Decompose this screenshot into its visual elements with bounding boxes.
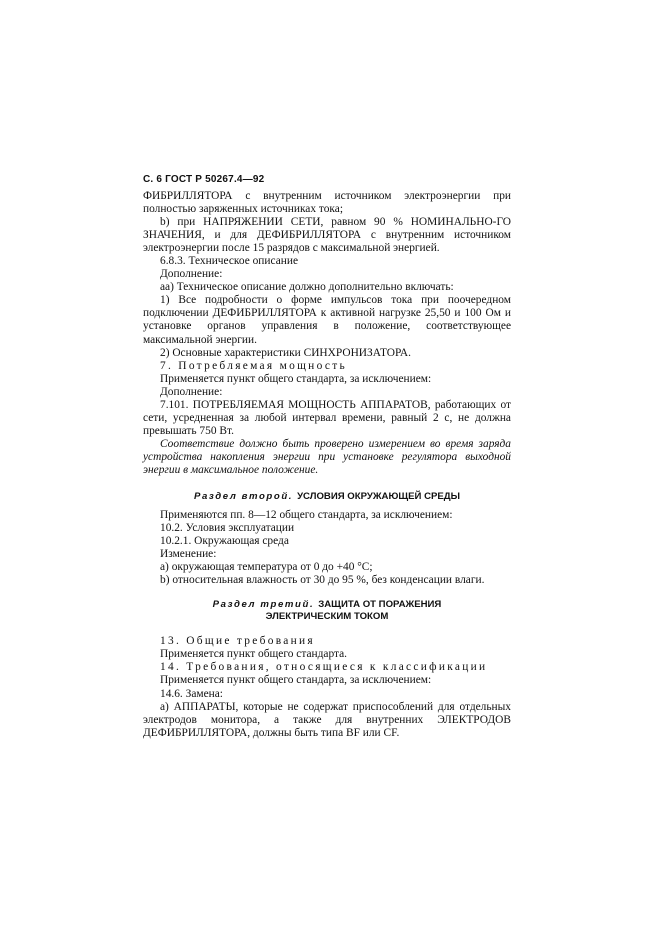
paragraph: Применяется пункт общего стандарта, за исключением: (160, 674, 432, 687)
compliance-note: Соответствие должно быть проверено измерением во время заряда устройства накопления энергии при установке регулятора выходной энергии в максимальное положение. (143, 437, 511, 476)
paragraph: Дополнение: (160, 268, 223, 281)
paragraph: 2) Основные характеристики СИНХРОНИЗАТОРА. (160, 346, 411, 359)
paragraph: Применяются пп. 8—12 общего стандарта, за исключением: (160, 509, 453, 522)
clause-heading: 14. Требования, относящиеся к классификации (160, 661, 488, 674)
section-heading (143, 491, 511, 503)
paragraph: Применяется пункт общего стандарта, за исключением: (160, 372, 432, 385)
paragraph: Изменение: (160, 548, 217, 561)
paragraph: 1) Все подробности о форме импульсов тока при поочередном подключении ДЕФИБРИЛЛЯТОРА к активной нагрузке 25,50 и 100 Ом и установке органов управления в положение, соответствующее максимальной энергии. (143, 294, 511, 346)
clause-heading: 13. Общие требования (160, 635, 315, 648)
section-title: УСЛОВИЯ ОКРУЖАЮЩЕЙ СРЕДЫ (297, 491, 461, 503)
clause-heading: 14.6. Замена: (160, 687, 223, 700)
clause-heading: 10.2. Условия эксплуатации (160, 522, 295, 535)
page-header: С. 6 ГОСТ Р 50267.4—92 (143, 174, 265, 185)
paragraph: 7.101. ПОТРЕБЛЯЕМАЯ МОЩНОСТЬ АППАРАТОВ, работающих от сети, усредненная за любой интервал времени, равный 2 с, не должна превышать 750 Вт. (143, 398, 511, 437)
section-word: Раздел второй. (193, 491, 294, 503)
paragraph: b) относительная влажность от 30 до 95 %, без конденсации влаги. (160, 574, 485, 587)
paragraph: аа) Техническое описание должно дополнительно включать: (160, 281, 454, 294)
paragraph: а) АППАРАТЫ, которые не содержат приспособлений для отдельных электродов монитора, а также для внутренних ЭЛЕКТРОДОВ ДЕФИБРИЛЛЯТОРА, должны быть типа BF или CF. (143, 700, 511, 739)
clause-heading: 6.8.3. Техническое описание (160, 255, 298, 268)
section-heading (143, 599, 511, 611)
clause-heading: 10.2.1. Окружающая среда (160, 535, 289, 548)
paragraph: b) при НАПРЯЖЕНИИ СЕТИ, равном 90 % НОМИНАЛЬНО-ГО ЗНАЧЕНИЯ, и для ДЕФИБРИЛЛЯТОРА с внутренним источником электроэнергии после 15 разрядов с максимальной энергией. (143, 216, 511, 255)
paragraph: а) окружающая температура от 0 до +40 °С; (160, 561, 373, 574)
paragraph: ФИБРИЛЛЯТОРА с внутренним источником электроэнергии при полностью заряженных источниках тока; (143, 190, 511, 216)
document-body (143, 190, 511, 740)
section-heading-line2: ЭЛЕКТРИЧЕСКИМ ТОКОМ (265, 611, 389, 623)
section-word: Раздел третий. (212, 599, 315, 611)
paragraph: Применяется пункт общего стандарта. (160, 648, 348, 661)
clause-heading: 7. Потребляемая мощность (160, 359, 347, 372)
section-title: ЗАЩИТА ОТ ПОРАЖЕНИЯ (318, 599, 442, 611)
paragraph: Дополнение: (160, 385, 223, 398)
